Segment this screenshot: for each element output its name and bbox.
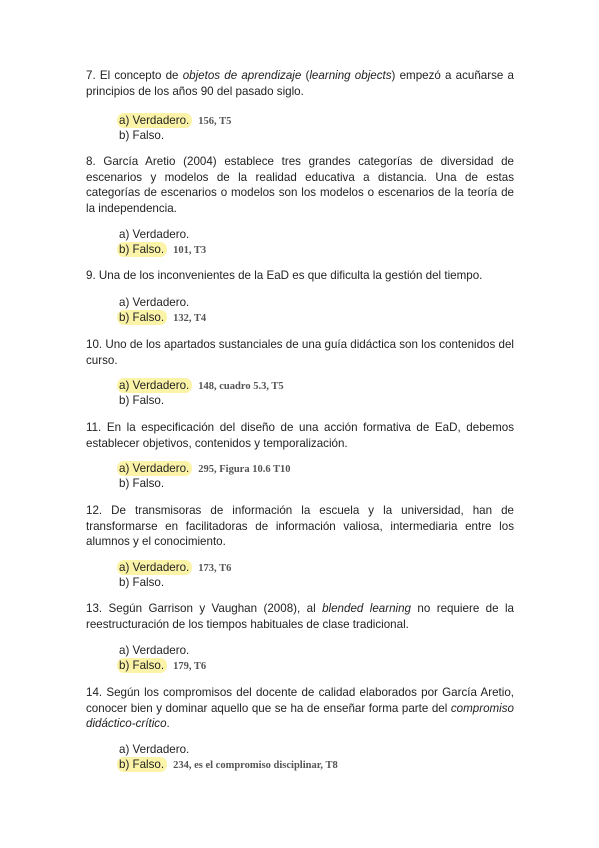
q7-option-b-label: b) Falso. — [119, 129, 165, 142]
q8-option-a-label: a) Verdadero. — [119, 228, 190, 241]
q13-option-a[interactable] — [119, 643, 192, 658]
question-7 — [86, 68, 514, 99]
q7-annotation: 156, T5 — [198, 116, 232, 127]
question-11: 11. En la especificación del diseño de una acción formativa de EaD, debemos establecer objetivos, contenidos y temporalización. — [86, 421, 514, 450]
question-8: 8. García Aretio (2004) establece tres grandes categorías de diversidad de escenarios y modelos de la realidad educativa a distancia. Una de estas categorías de escenarios o modelos son los modelos o escenarios de la teoría de la independencia. — [86, 155, 514, 216]
q7-italic-term: objetos de aprendizaje — [182, 69, 302, 82]
question-12: 12. De transmisoras de información la escuela y la universidad, han de transformarse en facilitadoras de información valiosa, intermediaria entre los alumnos y el conocimiento. — [86, 504, 514, 549]
question-13 — [86, 601, 514, 632]
q9-option-a[interactable] — [119, 295, 192, 310]
q10-option-b[interactable] — [119, 393, 167, 408]
q12-option-b[interactable] — [119, 575, 167, 590]
q13-annotation: 179, T6 — [173, 661, 207, 672]
q12-annotation: 173, T6 — [198, 563, 232, 574]
q14-option-a[interactable] — [119, 742, 192, 757]
q11-option-a-label: a) Verdadero. — [117, 461, 192, 476]
q7-option-a[interactable] — [119, 113, 231, 129]
q13-text: 13. Según Garrison y Vaughan (2008), al — [86, 602, 323, 615]
q7-text: 7. El concepto de — [86, 69, 183, 82]
q9-option-a-label: a) Verdadero. — [119, 296, 190, 309]
q13-option-b[interactable] — [119, 658, 206, 674]
q14-text: 14. Según los compromisos del docente de calidad elaborados por García Aretio, conocer bien y dominar aquello que se ha de enseñar forma parte del — [86, 686, 514, 715]
q13-option-b-label: b) Falso. — [117, 658, 167, 673]
q10-option-a-label: a) Verdadero. — [117, 378, 192, 393]
q9-annotation: 132, T4 — [173, 313, 207, 324]
q7-text-end: ) empezó a acuñarse a principios de los años 90 del pasado siglo. — [86, 69, 514, 98]
q13-italic-term: blended learning — [322, 602, 412, 615]
q9-option-b-label: b) Falso. — [117, 310, 167, 325]
q14-italic-term: compromiso didáctico-crítico — [86, 701, 514, 731]
q12-option-a-label: a) Verdadero. — [117, 560, 192, 575]
question-9: 9. Una de los inconvenientes de la EaD es que dificulta la gestión del tiempo. — [86, 269, 483, 282]
question-10: 10. Uno de los apartados sustanciales de una guía didáctica son los contenidos del curso. — [86, 338, 514, 367]
q7-italic-term-en: learning objects — [309, 69, 392, 82]
q14-text-end: . — [166, 717, 170, 731]
q8-option-b-label: b) Falso. — [117, 242, 167, 257]
q14-option-b[interactable] — [119, 757, 338, 773]
q10-annotation: 148, cuadro 5.3, T5 — [198, 381, 284, 392]
q11-option-a[interactable] — [119, 461, 291, 477]
q11-annotation: 295, Figura 10.6 T10 — [198, 464, 291, 475]
q13-option-a-label: a) Verdadero. — [119, 644, 190, 657]
q9-option-b[interactable] — [119, 310, 206, 326]
q8-option-b[interactable] — [119, 242, 206, 258]
q7-option-b[interactable] — [119, 128, 167, 143]
q7-option-a-label: a) Verdadero. — [117, 113, 192, 128]
q10-option-b-label: b) Falso. — [119, 394, 165, 407]
q12-option-b-label: b) Falso. — [119, 576, 165, 589]
q7-text-paren: ( — [301, 69, 310, 82]
q10-option-a[interactable] — [119, 378, 284, 394]
q14-annotation: 234, es el compromiso disciplinar, T8 — [173, 760, 338, 771]
q14-option-b-label: b) Falso. — [117, 757, 167, 772]
q13-text-end: no requiere de la reestructuración de los tiempos habituales de clase tradicional. — [86, 602, 514, 631]
q11-option-b-label: b) Falso. — [119, 477, 165, 490]
q8-annotation: 101, T3 — [173, 245, 207, 256]
q12-option-a[interactable] — [119, 560, 231, 576]
question-14 — [86, 685, 514, 732]
q8-option-a[interactable] — [119, 227, 192, 242]
q11-option-b[interactable] — [119, 476, 167, 491]
q14-option-a-label: a) Verdadero. — [119, 743, 190, 756]
